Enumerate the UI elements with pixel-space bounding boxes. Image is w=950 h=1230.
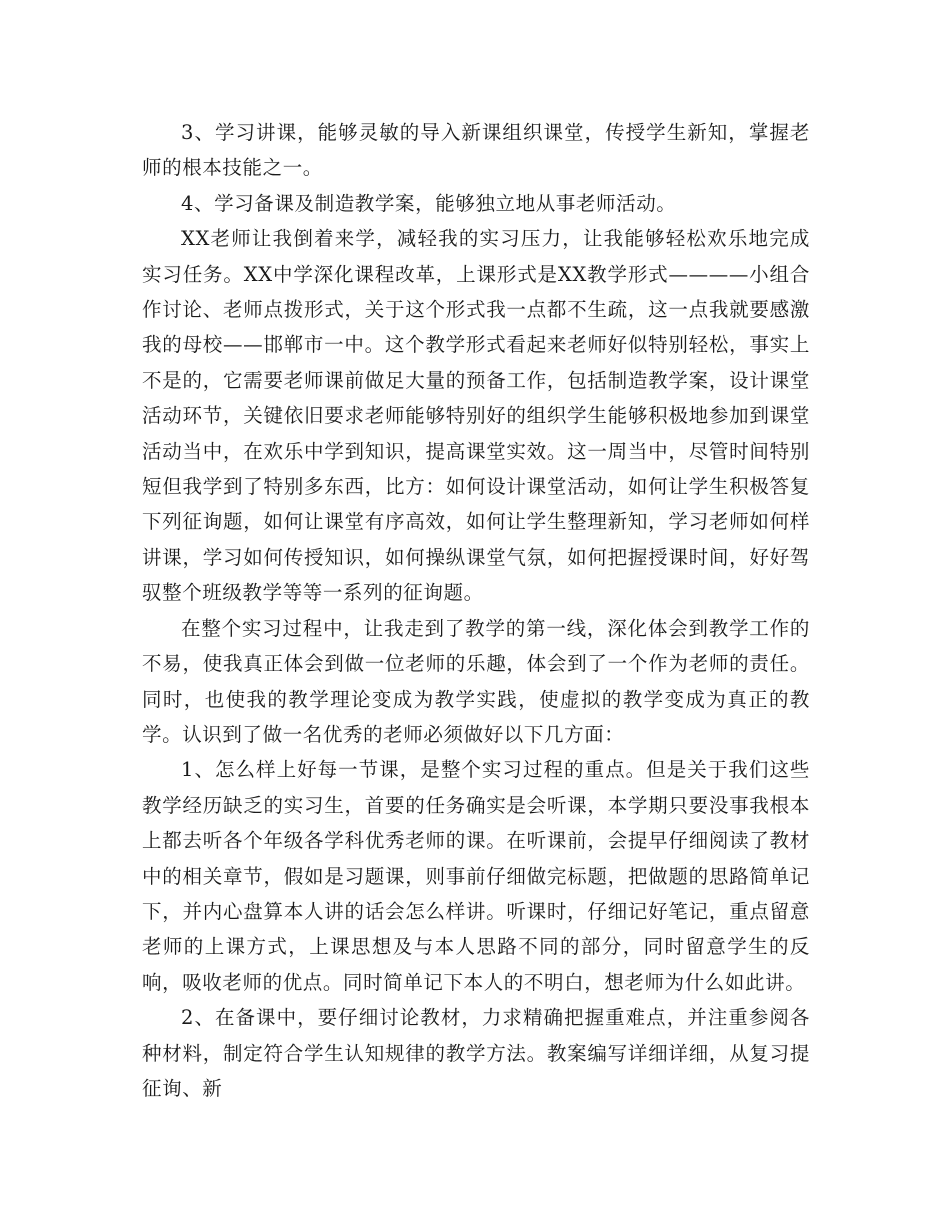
paragraph-item-3: 3、学习讲课，能够灵敏的导入新课组织课堂，传授学生新知，掌握老师的根本技能之一。 (142, 121, 810, 180)
paragraph-internship-reflection: 在整个实习过程中，让我走到了教学的第一线，深化体会到教学工作的不易，使我真正体会到做一位老师的乐趣，体会到了一个作为老师的责任。同时，也使我的教学理论变成为教学实践，使虚拟的教学变成为真正的教学。认识到了做一名优秀的老师必须做好以下几方面： (142, 616, 810, 746)
document-body (142, 115, 810, 1106)
paragraph-point-2: 2、在备课中，要仔细讨论教材，力求精确把握重难点，并注重参阅各种材料，制定符合学生认知规律的教学方法。教案编写详细详细，从复习提征询、新 (142, 1006, 810, 1100)
paragraph-teacher-guidance: XX老师让我倒着来学，减轻我的实习压力，让我能够轻松欢乐地完成实习任务。XX中学深化课程改革，上课形式是XX教学形式————小组合作讨论、老师点拨形式，关于这个形式我一点都不生疏，这一点我就要感激我的母校——邯郸市一中。这个教学形式看起来老师好似特别轻松，事实上不是的，它需要老师课前做足大量的预备工作，包括制造教学案，设计课堂活动环节，关键依旧要求老师能够特别好的组织学生能够积极地参加到课堂活动当中，在欢乐中学到知识，提高课堂实效。这一周当中，尽管时间特别短但我学到了特别多东西，比方：如何设计课堂活动，如何让学生积极答复下列征询题，如何让课堂有序高效，如何让学生整理新知，学习老师如何样讲课，学习如何传授知识，如何操纵课堂气氛，如何把握授课时间，好好驾驭整个班级教学等等一系列的征询题。 (142, 227, 810, 605)
paragraph-point-1: 1、怎么样上好每一节课，是整个实习过程的重点。但是关于我们这些教学经历缺乏的实习生，首要的任务确实是会听课，本学期只要没事我根本上都去听各个年级各学科优秀老师的课。在听课前，会提早仔细阅读了教材中的相关章节，假如是习题课，则事前仔细做完标题，把做题的思路简单记下，并内心盘算本人讲的话会怎么样讲。听课时，仔细记好笔记，重点留意老师的上课方式，上课思想及与本人思路不同的部分，同时留意学生的反响，吸收老师的优点。同时简单记下本人的不明白，想老师为什么如此讲。 (142, 758, 810, 994)
paragraph-item-4: 4、学习备课及制造教学案，能够独立地从事老师活动。 (181, 191, 677, 215)
